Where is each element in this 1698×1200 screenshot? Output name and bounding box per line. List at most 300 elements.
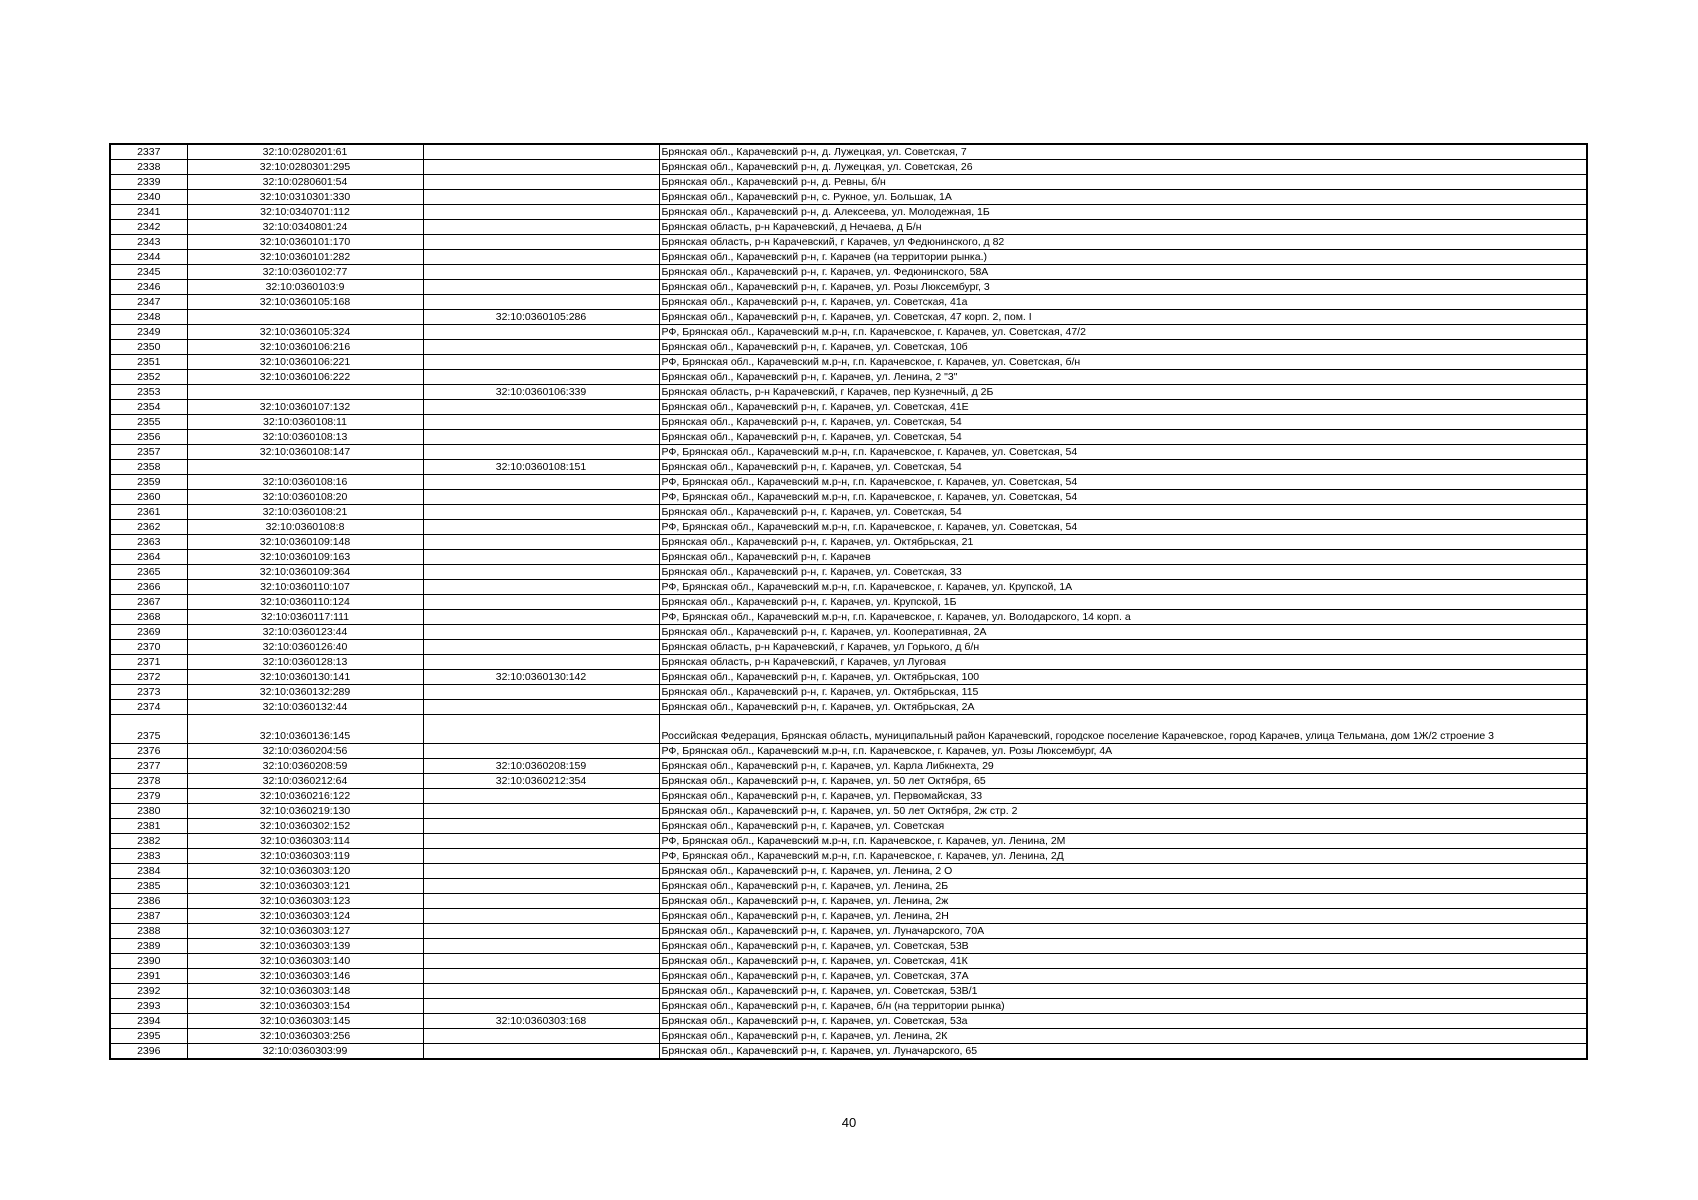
row-number-cell: 2374	[110, 700, 187, 715]
related-cadastral-number-cell	[423, 924, 659, 939]
row-number-cell: 2391	[110, 969, 187, 984]
table-body	[110, 144, 1587, 1059]
address-cell: Брянская обл., Карачевский р-н, г. Карачев, ул. Советская, 53а	[659, 1014, 1587, 1029]
row-number-cell: 2339	[110, 175, 187, 190]
address-cell: Брянская обл., Карачевский р-н, д. Лужецкая, ул. Советская, 26	[659, 160, 1587, 175]
address-cell: Брянская обл., Карачевский р-н, г. Карачев, ул. Ленина, 2 О	[659, 864, 1587, 879]
cadastral-number-cell: 32:10:0360101:282	[187, 250, 423, 265]
address-cell: Брянская обл., Карачевский р-н, г. Карачев, ул. Октябрьская, 21	[659, 535, 1587, 550]
table-row	[110, 819, 1587, 834]
address-cell: Брянская обл., Карачевский р-н, г. Карачев, ул. Советская, 10б	[659, 340, 1587, 355]
table-row	[110, 744, 1587, 759]
cadastral-number-cell: 32:10:0280301:295	[187, 160, 423, 175]
table-row	[110, 864, 1587, 879]
cadastral-number-cell	[187, 385, 423, 400]
cadastral-number-cell: 32:10:0360105:168	[187, 295, 423, 310]
cadastral-number-cell: 32:10:0360219:130	[187, 804, 423, 819]
related-cadastral-number-cell	[423, 220, 659, 235]
table-row	[110, 774, 1587, 789]
table-row	[110, 460, 1587, 475]
address-cell: Брянская обл., Карачевский р-н, г. Карачев, ул. Розы Люксембург, 3	[659, 280, 1587, 295]
row-number-cell: 2372	[110, 670, 187, 685]
row-number-cell: 2362	[110, 520, 187, 535]
address-cell: Брянская область, р-н Карачевский, г Карачев, ул Луговая	[659, 655, 1587, 670]
row-number-cell: 2375	[110, 715, 187, 744]
table-row	[110, 1014, 1587, 1029]
row-number-cell: 2340	[110, 190, 187, 205]
table-row	[110, 715, 1587, 744]
row-number-cell: 2354	[110, 400, 187, 415]
address-cell: Брянская обл., Карачевский р-н, г. Карачев, ул. Федюнинского, 58А	[659, 265, 1587, 280]
address-cell: Брянская обл., Карачевский р-н, г. Карачев, ул. Советская, 54	[659, 415, 1587, 430]
table-row	[110, 565, 1587, 580]
row-number-cell: 2338	[110, 160, 187, 175]
row-number-cell: 2384	[110, 864, 187, 879]
row-number-cell: 2394	[110, 1014, 187, 1029]
address-cell: Брянская обл., Карачевский р-н, г. Карачев, ул. Первомайская, 33	[659, 789, 1587, 804]
cadastral-number-cell: 32:10:0360136:145	[187, 715, 423, 744]
row-number-cell: 2382	[110, 834, 187, 849]
table-row	[110, 325, 1587, 340]
related-cadastral-number-cell	[423, 325, 659, 340]
table-row	[110, 984, 1587, 999]
address-cell: Брянская область, р-н Карачевский, г Карачев, пер Кузнечный, д 2Б	[659, 385, 1587, 400]
cadastral-number-cell	[187, 460, 423, 475]
table-row	[110, 640, 1587, 655]
row-number-cell: 2359	[110, 475, 187, 490]
related-cadastral-number-cell	[423, 295, 659, 310]
related-cadastral-number-cell	[423, 340, 659, 355]
row-number-cell: 2376	[110, 744, 187, 759]
row-number-cell: 2358	[110, 460, 187, 475]
address-cell: Брянская область, р-н Карачевский, г Карачев, ул Горького, д б/н	[659, 640, 1587, 655]
table-row	[110, 1044, 1587, 1060]
cadastral-number-cell: 32:10:0360108:8	[187, 520, 423, 535]
related-cadastral-number-cell	[423, 685, 659, 700]
address-cell: Брянская обл., Карачевский р-н, г. Карачев, ул. Ленина, 2ж	[659, 894, 1587, 909]
table-row	[110, 969, 1587, 984]
address-cell: Брянская обл., Карачевский р-н, с. Рукное, ул. Большак, 1А	[659, 190, 1587, 205]
address-cell: РФ, Брянская обл., Карачевский м.р-н, г.п. Карачевское, г. Карачев, ул. Советская, 54	[659, 520, 1587, 535]
related-cadastral-number-cell	[423, 205, 659, 220]
related-cadastral-number-cell	[423, 535, 659, 550]
related-cadastral-number-cell	[423, 370, 659, 385]
row-number-cell: 2347	[110, 295, 187, 310]
related-cadastral-number-cell	[423, 280, 659, 295]
table-row	[110, 355, 1587, 370]
row-number-cell: 2365	[110, 565, 187, 580]
related-cadastral-number-cell	[423, 789, 659, 804]
related-cadastral-number-cell: 32:10:0360130:142	[423, 670, 659, 685]
row-number-cell: 2337	[110, 144, 187, 160]
cadastral-number-cell: 32:10:0360303:145	[187, 1014, 423, 1029]
table-row	[110, 894, 1587, 909]
cadastral-number-cell: 32:10:0360303:114	[187, 834, 423, 849]
address-cell: РФ, Брянская обл., Карачевский м.р-н, г.п. Карачевское, г. Карачев, ул. Розы Люксембург, 4А	[659, 744, 1587, 759]
row-number-cell: 2363	[110, 535, 187, 550]
related-cadastral-number-cell	[423, 475, 659, 490]
cadastral-number-cell: 32:10:0360107:132	[187, 400, 423, 415]
cadastral-number-cell: 32:10:0310301:330	[187, 190, 423, 205]
related-cadastral-number-cell	[423, 565, 659, 580]
related-cadastral-number-cell	[423, 625, 659, 640]
related-cadastral-number-cell	[423, 819, 659, 834]
row-number-cell: 2387	[110, 909, 187, 924]
row-number-cell: 2393	[110, 999, 187, 1014]
row-number-cell: 2357	[110, 445, 187, 460]
related-cadastral-number-cell	[423, 655, 659, 670]
related-cadastral-number-cell: 32:10:0360106:339	[423, 385, 659, 400]
address-cell: Брянская обл., Карачевский р-н, г. Карачев, ул. Советская, 41а	[659, 295, 1587, 310]
table-row	[110, 520, 1587, 535]
row-number-cell: 2370	[110, 640, 187, 655]
related-cadastral-number-cell	[423, 640, 659, 655]
address-cell: Брянская обл., Карачевский р-н, г. Карачев, ул. 50 лет Октября, 2ж стр. 2	[659, 804, 1587, 819]
row-number-cell: 2369	[110, 625, 187, 640]
address-cell: Брянская обл., Карачевский р-н, г. Карачев (на территории рынка.)	[659, 250, 1587, 265]
table-row	[110, 595, 1587, 610]
table-row	[110, 475, 1587, 490]
table-row	[110, 190, 1587, 205]
related-cadastral-number-cell	[423, 834, 659, 849]
cadastral-number-cell: 32:10:0360303:120	[187, 864, 423, 879]
table-row	[110, 205, 1587, 220]
related-cadastral-number-cell	[423, 445, 659, 460]
cadastral-number-cell: 32:10:0360303:123	[187, 894, 423, 909]
row-number-cell: 2395	[110, 1029, 187, 1044]
table-row	[110, 909, 1587, 924]
related-cadastral-number-cell	[423, 864, 659, 879]
row-number-cell: 2386	[110, 894, 187, 909]
address-cell: Брянская обл., Карачевский р-н, г. Карачев, ул. Крупской, 1Б	[659, 595, 1587, 610]
address-cell: Брянская обл., Карачевский р-н, г. Карачев, ул. Советская, 54	[659, 505, 1587, 520]
related-cadastral-number-cell	[423, 954, 659, 969]
table-row	[110, 1029, 1587, 1044]
related-cadastral-number-cell: 32:10:0360108:151	[423, 460, 659, 475]
row-number-cell: 2366	[110, 580, 187, 595]
table-row	[110, 220, 1587, 235]
address-cell: Брянская область, р-н Карачевский, д Нечаева, д Б/н	[659, 220, 1587, 235]
cadastral-number-cell: 32:10:0340801:24	[187, 220, 423, 235]
cadastral-number-cell: 32:10:0360303:119	[187, 849, 423, 864]
row-number-cell: 2360	[110, 490, 187, 505]
related-cadastral-number-cell	[423, 235, 659, 250]
cadastral-number-cell: 32:10:0280201:61	[187, 144, 423, 160]
cadastral-number-cell: 32:10:0360132:289	[187, 685, 423, 700]
address-cell: Брянская обл., Карачевский р-н, г. Карачев, ул. Ленина, 2Н	[659, 909, 1587, 924]
address-cell: Брянская обл., Карачевский р-н, г. Карачев, ул. Октябрьская, 115	[659, 685, 1587, 700]
row-number-cell: 2350	[110, 340, 187, 355]
row-number-cell: 2352	[110, 370, 187, 385]
table-row	[110, 625, 1587, 640]
address-cell: РФ, Брянская обл., Карачевский м.р-н, г.п. Карачевское, г. Карачев, ул. Крупской, 1А	[659, 580, 1587, 595]
row-number-cell: 2373	[110, 685, 187, 700]
address-cell: Брянская обл., Карачевский р-н, г. Карачев	[659, 550, 1587, 565]
related-cadastral-number-cell	[423, 400, 659, 415]
table-row	[110, 415, 1587, 430]
table-row	[110, 340, 1587, 355]
table-row	[110, 385, 1587, 400]
related-cadastral-number-cell: 32:10:0360208:159	[423, 759, 659, 774]
row-number-cell: 2388	[110, 924, 187, 939]
address-cell: Брянская обл., Карачевский р-н, г. Карачев, ул. Советская, 33	[659, 565, 1587, 580]
cadastral-number-cell: 32:10:0360204:56	[187, 744, 423, 759]
row-number-cell: 2353	[110, 385, 187, 400]
related-cadastral-number-cell	[423, 999, 659, 1014]
table-row	[110, 999, 1587, 1014]
row-number-cell: 2364	[110, 550, 187, 565]
cadastral-number-cell: 32:10:0360126:40	[187, 640, 423, 655]
table-row	[110, 670, 1587, 685]
related-cadastral-number-cell	[423, 505, 659, 520]
table-row	[110, 430, 1587, 445]
address-cell: Брянская обл., Карачевский р-н, г. Карачев, ул. Ленина, 2Б	[659, 879, 1587, 894]
address-cell: Брянская обл., Карачевский р-н, г. Карачев, ул. Советская, 41К	[659, 954, 1587, 969]
cadastral-number-cell: 32:10:0360110:107	[187, 580, 423, 595]
row-number-cell: 2380	[110, 804, 187, 819]
cadastral-number-cell: 32:10:0360303:127	[187, 924, 423, 939]
related-cadastral-number-cell	[423, 610, 659, 625]
address-cell: Брянская обл., Карачевский р-н, г. Карачев, ул. Луначарского, 70А	[659, 924, 1587, 939]
address-cell: Брянская обл., Карачевский р-н, г. Карачев, ул. Кооперативная, 2А	[659, 625, 1587, 640]
related-cadastral-number-cell	[423, 355, 659, 370]
cadastral-number-cell: 32:10:0360303:146	[187, 969, 423, 984]
address-cell: РФ, Брянская обл., Карачевский м.р-н, г.п. Карачевское, г. Карачев, ул. Советская, 47/2	[659, 325, 1587, 340]
cadastral-number-cell: 32:10:0360108:13	[187, 430, 423, 445]
row-number-cell: 2342	[110, 220, 187, 235]
row-number-cell: 2343	[110, 235, 187, 250]
row-number-cell: 2341	[110, 205, 187, 220]
cadastral-number-cell: 32:10:0360303:121	[187, 879, 423, 894]
row-number-cell: 2344	[110, 250, 187, 265]
related-cadastral-number-cell	[423, 715, 659, 744]
row-number-cell: 2379	[110, 789, 187, 804]
row-number-cell: 2392	[110, 984, 187, 999]
related-cadastral-number-cell	[423, 520, 659, 535]
address-cell: Брянская обл., Карачевский р-н, г. Карачев, ул. Луначарского, 65	[659, 1044, 1587, 1060]
table-row	[110, 834, 1587, 849]
related-cadastral-number-cell	[423, 969, 659, 984]
cadastral-number-cell: 32:10:0360132:44	[187, 700, 423, 715]
related-cadastral-number-cell: 32:10:0360303:168	[423, 1014, 659, 1029]
table-row	[110, 490, 1587, 505]
related-cadastral-number-cell	[423, 265, 659, 280]
table-row	[110, 789, 1587, 804]
address-cell: РФ, Брянская обл., Карачевский м.р-н, г.п. Карачевское, г. Карачев, ул. Советская, б/н	[659, 355, 1587, 370]
row-number-cell: 2383	[110, 849, 187, 864]
cadastral-number-cell: 32:10:0360303:154	[187, 999, 423, 1014]
row-number-cell: 2377	[110, 759, 187, 774]
row-number-cell: 2396	[110, 1044, 187, 1060]
related-cadastral-number-cell	[423, 879, 659, 894]
row-number-cell: 2367	[110, 595, 187, 610]
cadastral-number-cell: 32:10:0360208:59	[187, 759, 423, 774]
address-cell: Брянская обл., Карачевский р-н, г. Карачев, ул. Советская, 54	[659, 460, 1587, 475]
cadastral-number-cell: 32:10:0360302:152	[187, 819, 423, 834]
address-cell: Брянская обл., Карачевский р-н, г. Карачев, ул. Советская, 37А	[659, 969, 1587, 984]
related-cadastral-number-cell: 32:10:0360105:286	[423, 310, 659, 325]
related-cadastral-number-cell	[423, 550, 659, 565]
cadastral-number-cell: 32:10:0340701:112	[187, 205, 423, 220]
table-row	[110, 655, 1587, 670]
row-number-cell: 2385	[110, 879, 187, 894]
cadastral-number-cell: 32:10:0360103:9	[187, 280, 423, 295]
related-cadastral-number-cell	[423, 430, 659, 445]
related-cadastral-number-cell	[423, 909, 659, 924]
related-cadastral-number-cell	[423, 1029, 659, 1044]
related-cadastral-number-cell	[423, 415, 659, 430]
table-row	[110, 924, 1587, 939]
related-cadastral-number-cell	[423, 939, 659, 954]
address-cell: Брянская обл., Карачевский р-н, г. Карачев, ул. Советская, 54	[659, 430, 1587, 445]
cadastral-number-cell: 32:10:0360128:13	[187, 655, 423, 670]
table-row	[110, 144, 1587, 160]
related-cadastral-number-cell	[423, 700, 659, 715]
address-cell: Брянская обл., Карачевский р-н, г. Карачев, ул. Ленина, 2 "3"	[659, 370, 1587, 385]
table-row	[110, 804, 1587, 819]
cadastral-number-cell: 32:10:0360105:324	[187, 325, 423, 340]
address-cell: Брянская обл., Карачевский р-н, г. Карачев, ул. Ленина, 2К	[659, 1029, 1587, 1044]
cadastral-number-cell: 32:10:0360110:124	[187, 595, 423, 610]
table-row	[110, 295, 1587, 310]
related-cadastral-number-cell	[423, 160, 659, 175]
cadastral-number-cell: 32:10:0360109:163	[187, 550, 423, 565]
cadastral-number-cell: 32:10:0360303:99	[187, 1044, 423, 1060]
related-cadastral-number-cell	[423, 1044, 659, 1060]
address-cell: РФ, Брянская обл., Карачевский м.р-н, г.п. Карачевское, г. Карачев, ул. Ленина, 2Д	[659, 849, 1587, 864]
address-cell: РФ, Брянская обл., Карачевский м.р-н, г.п. Карачевское, г. Карачев, ул. Советская, 54	[659, 490, 1587, 505]
related-cadastral-number-cell	[423, 595, 659, 610]
address-cell: Брянская обл., Карачевский р-н, г. Карачев, ул. 50 лет Октября, 65	[659, 774, 1587, 789]
row-number-cell: 2345	[110, 265, 187, 280]
cadastral-number-cell: 32:10:0360303:140	[187, 954, 423, 969]
cadastral-number-cell: 32:10:0360216:122	[187, 789, 423, 804]
table-row	[110, 250, 1587, 265]
property-table	[109, 143, 1588, 1060]
cadastral-number-cell	[187, 310, 423, 325]
table-row	[110, 700, 1587, 715]
table-row	[110, 160, 1587, 175]
table-row	[110, 610, 1587, 625]
cadastral-number-cell: 32:10:0360106:216	[187, 340, 423, 355]
table-row	[110, 939, 1587, 954]
row-number-cell: 2361	[110, 505, 187, 520]
address-cell: Брянская обл., Карачевский р-н, г. Карачев, ул. Советская, 53В/1	[659, 984, 1587, 999]
address-cell: Брянская обл., Карачевский р-н, г. Карачев, ул. Октябрьская, 100	[659, 670, 1587, 685]
table-row	[110, 759, 1587, 774]
row-number-cell: 2381	[110, 819, 187, 834]
address-cell: Брянская обл., Карачевский р-н, г. Карачев, б/н (на территории рынка)	[659, 999, 1587, 1014]
cadastral-number-cell: 32:10:0360108:11	[187, 415, 423, 430]
cadastral-number-cell: 32:10:0360102:77	[187, 265, 423, 280]
cadastral-number-cell: 32:10:0360106:221	[187, 355, 423, 370]
cadastral-number-cell: 32:10:0360303:256	[187, 1029, 423, 1044]
cadastral-number-cell: 32:10:0360117:111	[187, 610, 423, 625]
cadastral-number-cell: 32:10:0360109:364	[187, 565, 423, 580]
related-cadastral-number-cell	[423, 175, 659, 190]
table-row	[110, 849, 1587, 864]
related-cadastral-number-cell	[423, 744, 659, 759]
table-row	[110, 370, 1587, 385]
table-row	[110, 310, 1587, 325]
row-number-cell: 2356	[110, 430, 187, 445]
cadastral-number-cell: 32:10:0360303:124	[187, 909, 423, 924]
address-cell: РФ, Брянская обл., Карачевский м.р-н, г.п. Карачевское, г. Карачев, ул. Ленина, 2М	[659, 834, 1587, 849]
cadastral-number-cell: 32:10:0280601:54	[187, 175, 423, 190]
table-row	[110, 879, 1587, 894]
address-cell: Брянская обл., Карачевский р-н, г. Карачев, ул. Советская, 41Е	[659, 400, 1587, 415]
related-cadastral-number-cell	[423, 580, 659, 595]
related-cadastral-number-cell: 32:10:0360212:354	[423, 774, 659, 789]
table-row	[110, 685, 1587, 700]
table-row	[110, 505, 1587, 520]
address-cell: Брянская обл., Карачевский р-н, д. Ревны, б/н	[659, 175, 1587, 190]
table-row	[110, 280, 1587, 295]
row-number-cell: 2368	[110, 610, 187, 625]
row-number-cell: 2355	[110, 415, 187, 430]
address-cell: РФ, Брянская обл., Карачевский м.р-н, г.п. Карачевское, г. Карачев, ул. Володарского, 14 корп. а	[659, 610, 1587, 625]
cadastral-number-cell: 32:10:0360303:139	[187, 939, 423, 954]
related-cadastral-number-cell	[423, 250, 659, 265]
row-number-cell: 2389	[110, 939, 187, 954]
cadastral-number-cell: 32:10:0360106:222	[187, 370, 423, 385]
table-row	[110, 265, 1587, 280]
row-number-cell: 2349	[110, 325, 187, 340]
table-row	[110, 235, 1587, 250]
cadastral-number-cell: 32:10:0360101:170	[187, 235, 423, 250]
related-cadastral-number-cell	[423, 894, 659, 909]
address-cell: Брянская обл., Карачевский р-н, д. Алексеева, ул. Молодежная, 1Б	[659, 205, 1587, 220]
address-cell: Брянская обл., Карачевский р-н, д. Лужецкая, ул. Советская, 7	[659, 144, 1587, 160]
table-row	[110, 445, 1587, 460]
address-cell: РФ, Брянская обл., Карачевский м.р-н, г.п. Карачевское, г. Карачев, ул. Советская, 54	[659, 475, 1587, 490]
table-row	[110, 954, 1587, 969]
page-number: 40	[841, 1115, 857, 1130]
address-cell: Российская Федерация, Брянская область, муниципальный район Карачевский, городское поселение Карачевское, город Карачев, улица Тельмана, дом 1Ж/2 строение 3	[659, 715, 1587, 744]
cadastral-number-cell: 32:10:0360130:141	[187, 670, 423, 685]
related-cadastral-number-cell	[423, 144, 659, 160]
cadastral-number-cell: 32:10:0360303:148	[187, 984, 423, 999]
related-cadastral-number-cell	[423, 804, 659, 819]
address-cell: РФ, Брянская обл., Карачевский м.р-н, г.п. Карачевское, г. Карачев, ул. Советская, 54	[659, 445, 1587, 460]
address-cell: Брянская область, р-н Карачевский, г Карачев, ул Федюнинского, д 82	[659, 235, 1587, 250]
related-cadastral-number-cell	[423, 984, 659, 999]
cadastral-number-cell: 32:10:0360212:64	[187, 774, 423, 789]
row-number-cell: 2346	[110, 280, 187, 295]
address-cell: Брянская обл., Карачевский р-н, г. Карачев, ул. Советская, 47 корп. 2, пом. I	[659, 310, 1587, 325]
cadastral-number-cell: 32:10:0360123:44	[187, 625, 423, 640]
related-cadastral-number-cell	[423, 190, 659, 205]
address-cell: Брянская обл., Карачевский р-н, г. Карачев, ул. Октябрьская, 2А	[659, 700, 1587, 715]
row-number-cell: 2390	[110, 954, 187, 969]
cadastral-number-cell: 32:10:0360109:148	[187, 535, 423, 550]
address-cell: Брянская обл., Карачевский р-н, г. Карачев, ул. Карла Либкнехта, 29	[659, 759, 1587, 774]
related-cadastral-number-cell	[423, 490, 659, 505]
row-number-cell: 2371	[110, 655, 187, 670]
address-cell: Брянская обл., Карачевский р-н, г. Карачев, ул. Советская	[659, 819, 1587, 834]
cadastral-number-cell: 32:10:0360108:20	[187, 490, 423, 505]
address-cell: Брянская обл., Карачевский р-н, г. Карачев, ул. Советская, 53В	[659, 939, 1587, 954]
row-number-cell: 2378	[110, 774, 187, 789]
related-cadastral-number-cell	[423, 849, 659, 864]
table-row	[110, 550, 1587, 565]
cadastral-number-cell: 32:10:0360108:16	[187, 475, 423, 490]
row-number-cell: 2348	[110, 310, 187, 325]
table-row	[110, 535, 1587, 550]
row-number-cell: 2351	[110, 355, 187, 370]
cadastral-number-cell: 32:10:0360108:21	[187, 505, 423, 520]
table-row	[110, 580, 1587, 595]
